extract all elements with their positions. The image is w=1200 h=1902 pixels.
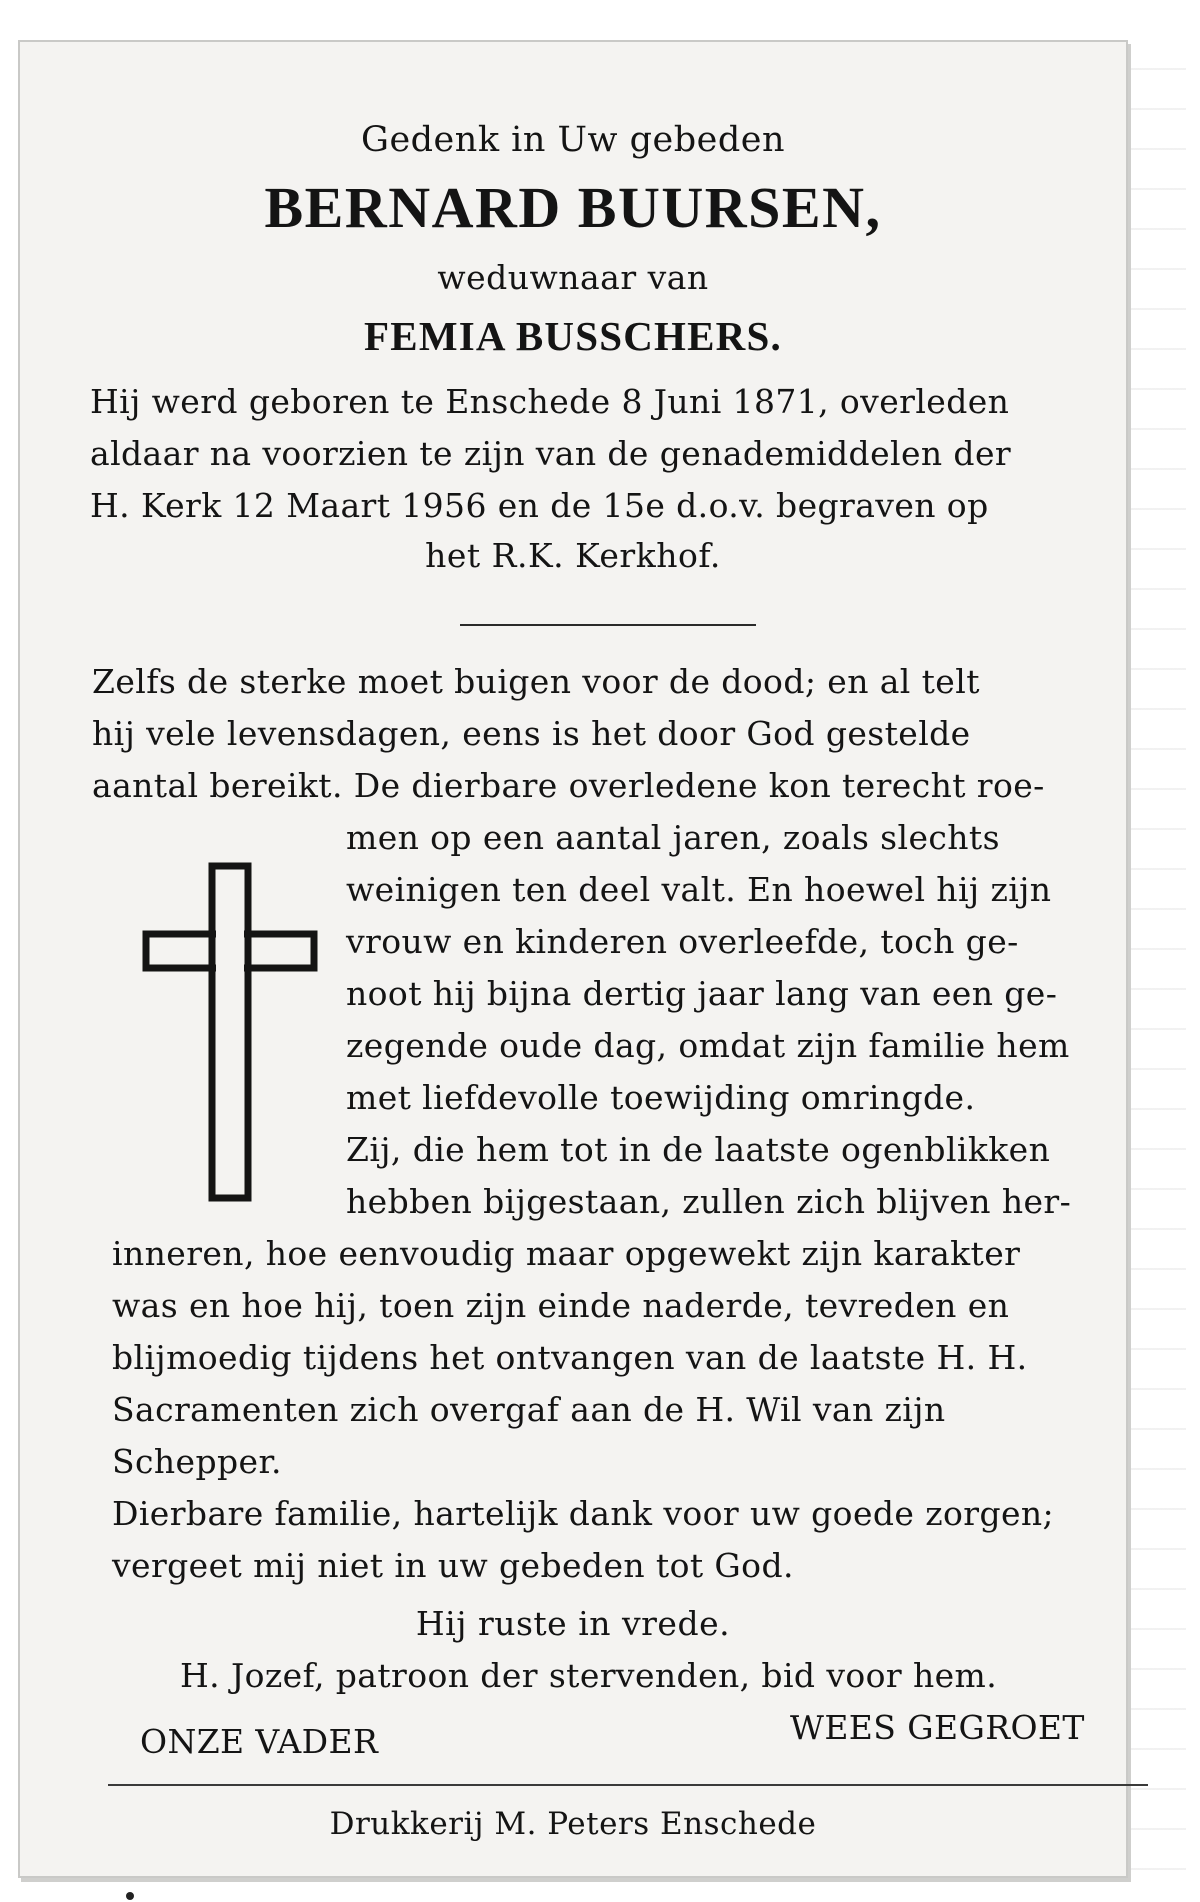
body-line-12: inneren, hoe eenvoudig maar opgewekt zijn karakter (112, 1234, 1021, 1273)
memorial-card (18, 40, 1128, 1878)
rest-in-peace: Hij ruste in vrede. (415, 1604, 731, 1643)
prayer-our-father: ONZE VADER (140, 1722, 379, 1761)
body-line-1: Zelfs de sterke moet buigen voor de dood; en al telt (92, 662, 980, 701)
bio-line-1: Hij werd geboren te Enschede 8 Juni 1871, overleden (90, 382, 1010, 421)
body-line-8: zegende oude dag, omdat zijn familie hem (346, 1026, 1070, 1065)
divider-long (108, 1784, 1148, 1786)
body-line-13: was en hoe hij, toen zijn einde naderde, tevreden en (112, 1286, 1010, 1325)
body-line-3: aantal bereikt. De dierbare overledene kon terecht roe- (92, 766, 1045, 805)
deceased-name: BERNARD BUURSEN, (264, 175, 882, 240)
bio-line-2: aldaar na voorzien te zijn van de genademiddelen der (90, 434, 1012, 473)
body-line-18: vergeet mij niet in uw gebeden tot God. (112, 1546, 794, 1585)
bio-line-3: H. Kerk 12 Maart 1956 en de 15e d.o.v. begraven op (90, 486, 989, 525)
body-line-16: Schepper. (112, 1442, 282, 1481)
printer-imprint: Drukkerij M. Peters Enschede (329, 1806, 817, 1842)
body-line-10: Zij, die hem tot in de laatste ogenblikken (346, 1130, 1051, 1169)
body-line-14: blijmoedig tijdens het ontvangen van de laatste H. H. (112, 1338, 1028, 1377)
divider-short (460, 624, 756, 626)
bio-line-4: het R.K. Kerkhof. (425, 536, 721, 575)
intro-line: Gedenk in Uw gebeden (360, 120, 785, 160)
body-line-9: met liefdevolle toewijding omringde. (346, 1078, 976, 1117)
body-line-7: noot hij bijna dertig jaar lang van een ge- (346, 974, 1058, 1013)
ink-speck (126, 1892, 134, 1900)
prayer-hail-mary: WEES GEGROET (790, 1708, 1085, 1747)
body-line-17: Dierbare familie, hartelijk dank voor uw goede zorgen; (112, 1494, 1055, 1533)
invocation-line: H. Jozef, patroon der stervenden, bid voor hem. (180, 1656, 998, 1695)
spouse-name: FEMIA BUSSCHERS. (364, 313, 782, 359)
body-line-4: men op een aantal jaren, zoals slechts (346, 818, 1000, 857)
body-line-6: vrouw en kinderen overleefde, toch ge- (346, 922, 1019, 961)
body-line-2: hij vele levensdagen, eens is het door God gestelde (92, 714, 971, 753)
body-line-15: Sacramenten zich overgaf aan de H. Wil van zijn (112, 1390, 946, 1429)
body-line-5: weinigen ten deel valt. En hoewel hij zijn (346, 870, 1052, 909)
relation-line: weduwnaar van (437, 258, 709, 297)
body-line-11: hebben bijgestaan, zullen zich blijven her- (346, 1182, 1072, 1221)
latin-cross-icon (140, 862, 320, 1202)
